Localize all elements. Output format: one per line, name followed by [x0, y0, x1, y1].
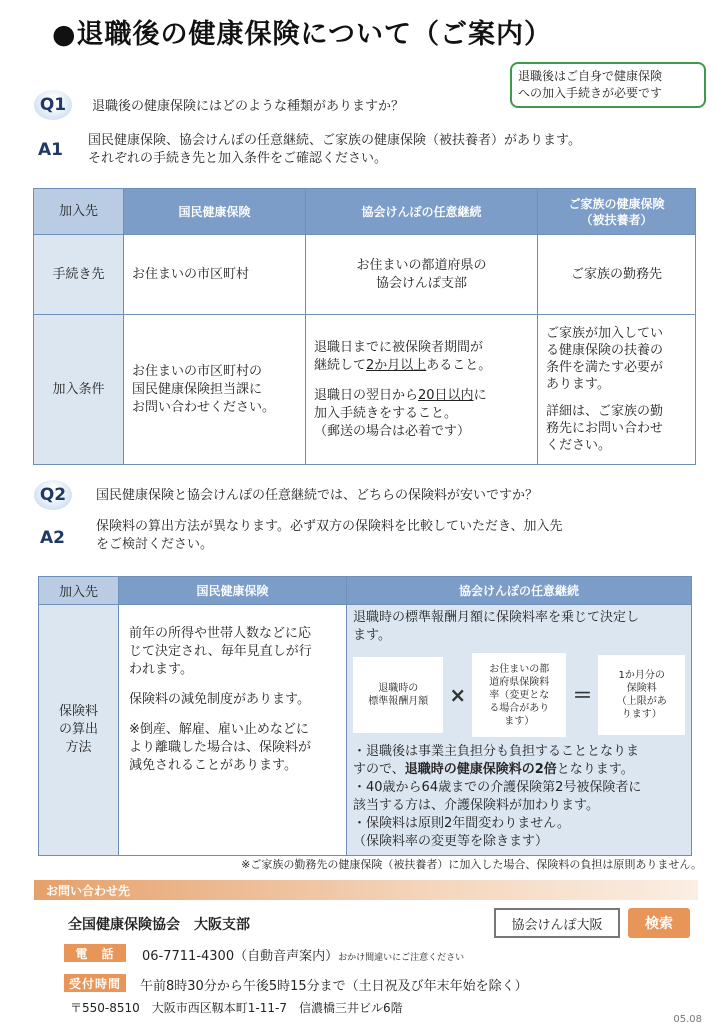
table1-header-join: 加入先: [34, 189, 124, 235]
procedure-kyokai: [306, 235, 538, 315]
spacer: [129, 679, 338, 691]
cell-line: る健康保険の扶養の: [546, 343, 664, 358]
answer-line: それぞれの手続き先と加入条件をご確認ください。: [88, 151, 388, 166]
cell-line: お住まいの市区町村の: [132, 363, 263, 379]
table1-header-family: [538, 189, 696, 235]
cell-line: 保険料の減免制度があります。: [129, 692, 310, 707]
cell-line: ます。: [353, 628, 391, 643]
cell-line: 加入手続きをすること。: [314, 405, 458, 421]
cell-line: じて決定され、毎年見直しが行: [129, 644, 312, 659]
table1-header-kyokai: 協会けんぽの任意継続: [306, 189, 538, 235]
procedure-kokuho: お住まいの市区町村: [124, 235, 306, 315]
conditions-kokuho: [124, 315, 306, 465]
spacer: [546, 393, 687, 403]
q2-badge: Q2: [34, 480, 72, 510]
conditions-family: [538, 315, 696, 465]
search-term-box: 協会けんぽ大阪: [494, 908, 620, 938]
text-span: すので、: [353, 762, 405, 777]
cell-line: 国民健康保険担当課に: [132, 381, 263, 397]
table2-header-kokuho: 国民健康保険: [119, 577, 347, 605]
text-span: となります。: [556, 762, 634, 777]
cell-line: [314, 357, 529, 375]
tel-note: おかけ間違いにご注意ください: [338, 953, 465, 963]
a1-label: A1: [38, 140, 63, 160]
header-line: ご家族の健康保険: [568, 196, 665, 211]
text-span: に: [473, 387, 487, 403]
calc-kokuho: [119, 605, 347, 856]
answer-line: 保険料の算出方法が異なります。必ず双方の保険料を比較していただき、加入先: [96, 519, 563, 534]
conditions-kyokai: [306, 315, 538, 465]
cell-line: 協会けんぽ支部: [375, 275, 467, 291]
formula-line: 退職時の: [378, 683, 419, 694]
cell-line: （郵送の場合は必着です）: [314, 423, 471, 439]
answer-line: をご検討ください。: [96, 537, 214, 552]
note-line: [353, 761, 685, 779]
cell-line: 条件を満たす必要が: [546, 360, 664, 375]
answer-line: 国民健康保険、協会けんぽの任意継続、ご家族の健康保険（被扶養者）があります。: [88, 133, 581, 148]
formula-line: 標準報酬月額: [368, 696, 429, 707]
note-line: ・保険料は原則2年間変わりません。: [353, 816, 571, 831]
cell-line: あります。: [546, 377, 610, 392]
formula-rate: [472, 653, 566, 737]
spacer: [314, 375, 529, 387]
formula-premium: [598, 655, 685, 735]
label-line: 保険料: [58, 704, 98, 719]
underlined-text: 2か月以上: [366, 357, 427, 373]
note-line: ・退職後は事業主負担分も負担することとなりま: [353, 744, 640, 759]
hours-text: 午前8時30分から午後5時15分まで（土日祝及び年末年始を除く）: [140, 979, 528, 994]
a1-answer: [88, 132, 581, 168]
notice-line: 退職後はご自身で健康保険: [518, 69, 663, 83]
times-sign: ×: [449, 683, 467, 707]
calc-kyokai: [347, 605, 692, 856]
label-line: の算出: [58, 722, 98, 737]
contact-band: [34, 880, 698, 900]
text-span: あること。: [426, 357, 492, 373]
text-span: 退職日の翌日から: [314, 387, 419, 403]
kyokai-notes: [353, 743, 685, 851]
cell-line: より離職した場合は、保険料が: [129, 740, 312, 755]
q1-badge: Q1: [34, 90, 72, 120]
cell-line: ご家族が加入してい: [546, 326, 664, 341]
hours-label: 受付時間: [64, 974, 126, 992]
page-code: 05.08: [673, 1014, 702, 1025]
organization-name: 全国健康保険協会 大阪支部: [68, 917, 250, 933]
premium-calc-table: [38, 576, 692, 856]
cell-line: お問い合わせください。: [132, 399, 276, 415]
formula-line: 1か月分の: [618, 670, 665, 681]
a2-answer: [96, 518, 562, 554]
insurance-types-table: [33, 188, 696, 465]
label-line: 方法: [65, 740, 92, 755]
cell-line: 退職日までに被保険者期間が: [314, 339, 484, 355]
table2-header-kyokai: 協会けんぽの任意継続: [347, 577, 692, 605]
formula-line: （上限があ: [616, 696, 667, 707]
note-line: 該当する方は、介護保険料が加わります。: [353, 798, 599, 813]
formula-line: ります）: [621, 709, 662, 720]
q2-question: 国民健康保険と協会けんぽの任意継続では、どちらの保険料が安いですか？: [96, 488, 539, 503]
footnote: ※ご家族の勤務先の健康保険（被扶養者）に加入した場合、保険料の負担は原則ありません。: [241, 858, 702, 871]
equals-sign: ＝: [572, 683, 593, 707]
procedure-family: ご家族の勤務先: [538, 235, 696, 315]
table2-header-join: 加入先: [39, 577, 119, 605]
formula-line: 保険料: [626, 683, 657, 694]
address: 〒550-8510 大阪市西区靱本町1-11-7 信濃橋三井ビル6階: [70, 1001, 403, 1015]
row-label-conditions: 加入条件: [34, 315, 124, 465]
notice-box: [510, 62, 706, 108]
text-span: 継続して: [314, 357, 367, 373]
spacer: [129, 709, 338, 721]
underlined-text: 20日以内: [418, 387, 474, 403]
note-line: （保険料率の変更等を除きます）: [353, 834, 549, 849]
formula-line: 率（変更とな: [489, 689, 550, 701]
tel-label: 電 話: [64, 944, 126, 962]
header-line: （被扶養者）: [580, 212, 653, 227]
notice-line: への加入手続きが必要です: [518, 86, 663, 100]
cell-line: ※倒産、解雇、雇い止めなどに: [129, 722, 309, 737]
formula-line: お住まいの都: [489, 663, 550, 675]
formula-salary: [353, 657, 443, 733]
formula-line: る場合があり: [489, 702, 550, 714]
cell-line: われます。: [129, 662, 193, 677]
cell-line: [314, 387, 529, 405]
a2-label: A2: [40, 528, 65, 548]
table1-header-kokuho: 国民健康保険: [124, 189, 306, 235]
cell-line: 減免されることがあります。: [129, 758, 297, 773]
formula-line: 道府県保険料: [489, 676, 550, 688]
row-label-calc: [39, 605, 119, 856]
contact-band-label: お問い合わせ先: [46, 884, 131, 898]
q1-question: 退職後の健康保険にはどのような種類がありますか？: [92, 99, 405, 114]
cell-line: ください。: [546, 438, 612, 453]
formula: [353, 653, 685, 737]
cell-line: お住まいの都道府県の: [356, 257, 487, 273]
cell-line: 務先にお問い合わせ: [546, 421, 664, 436]
tel-text: 06-7711-4300（自動音声案内）: [142, 949, 339, 964]
note-line: ・40歳から64歳までの介護保険第2号被保険者に: [353, 780, 642, 795]
search-button[interactable]: 検索: [628, 908, 690, 938]
page-title: ●退職後の健康保険について（ご案内）: [52, 19, 553, 50]
cell-line: 退職時の標準報酬月額に保険料率を乗じて決定し: [353, 610, 640, 625]
formula-line: ます）: [504, 715, 535, 727]
bold-text: 退職時の健康保険料の2倍: [404, 762, 557, 777]
cell-line: 前年の所得や世帯人数などに応: [129, 626, 312, 641]
row-label-procedure: 手続き先: [34, 235, 124, 315]
cell-line: 詳細は、ご家族の勤: [546, 404, 664, 419]
tel-number: [142, 945, 464, 964]
